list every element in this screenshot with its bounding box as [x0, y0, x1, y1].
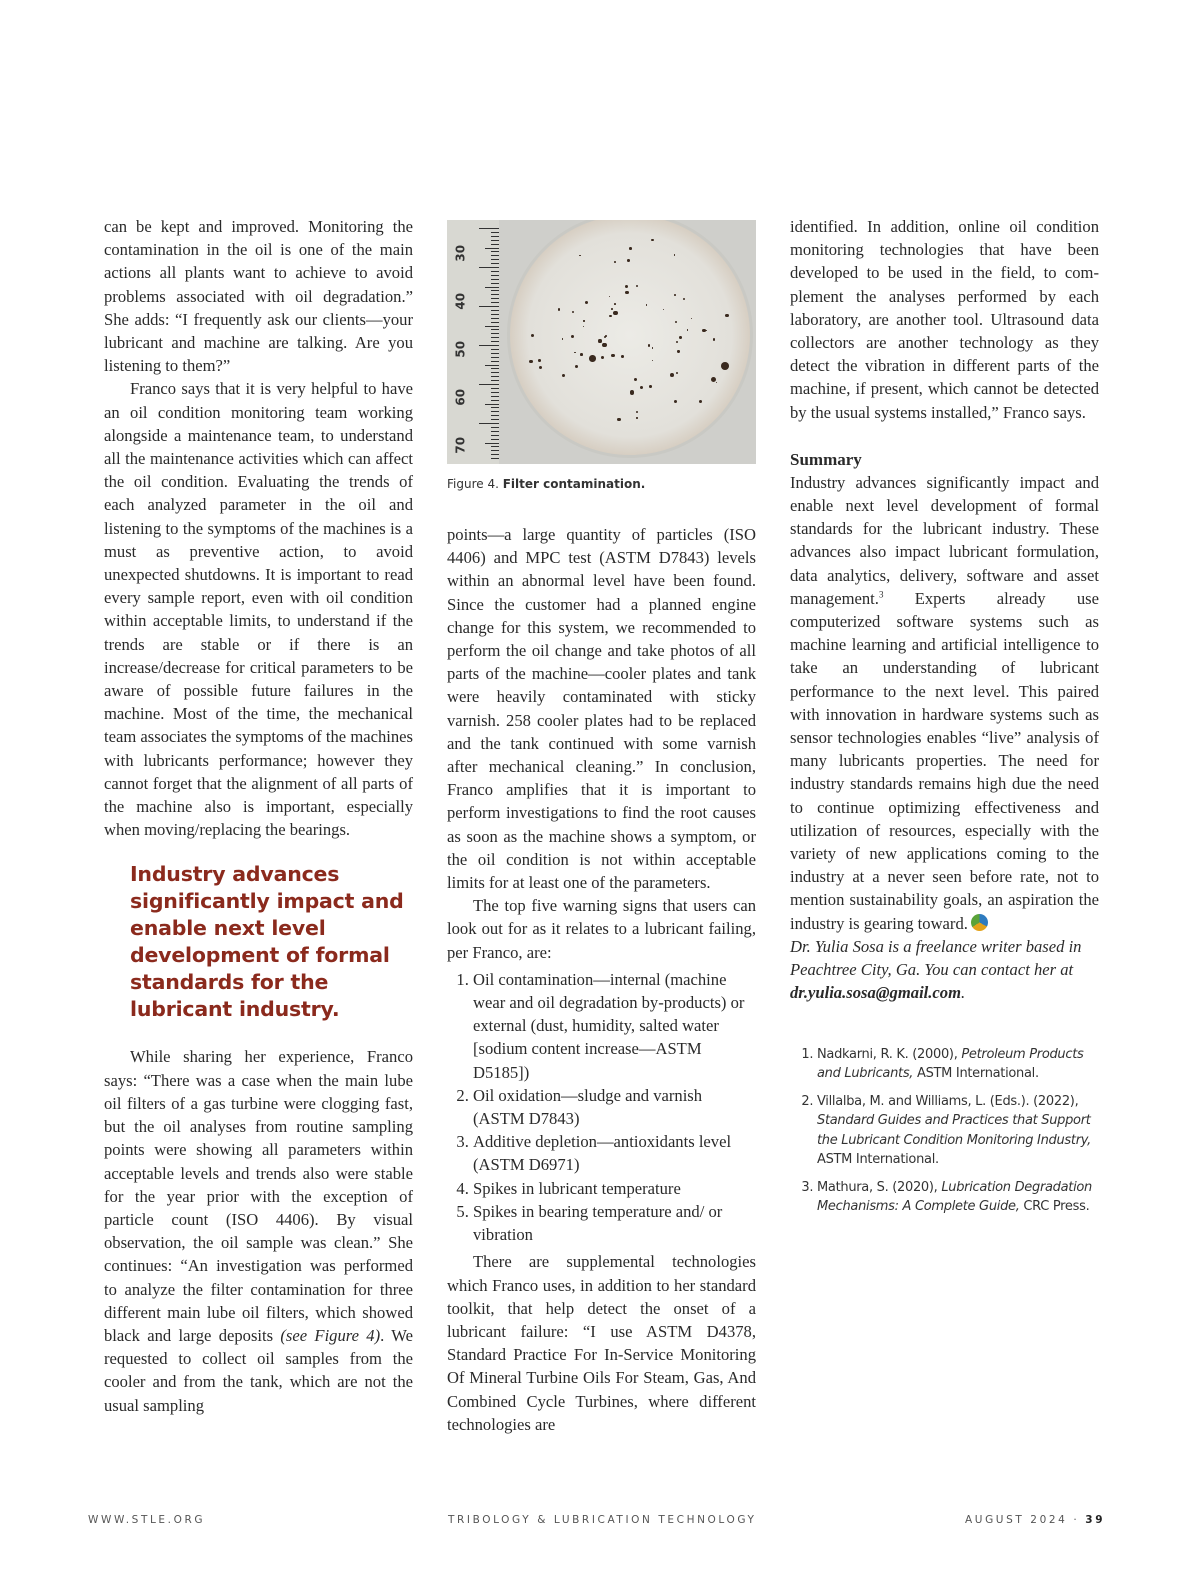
body-paragraph: identified. In addition, online oil condition monitoring technologies that have been developed to be used in the field, to complement the analyses performed by each laboratory, are another tool. Ultrasound data collectors are another technology as they detect the vibration in different parts of the machine, if present, which cannot be detected by the usual systems installed,” Franco says. [790, 217, 1099, 422]
ruler-tick [491, 400, 499, 401]
contamination-speck [575, 365, 578, 368]
ruler-tick [491, 275, 499, 276]
ruler-tick [491, 294, 499, 295]
ruler-tick [491, 368, 499, 369]
contamination-speck [674, 400, 677, 403]
ruler-tick [491, 376, 499, 377]
contamination-speck [625, 285, 629, 289]
contamination-speck [603, 343, 607, 347]
ruler-tick [491, 431, 499, 432]
list-item: 1. Oil contamination—internal (machine wear and oil degradation by-products) or external (dust, humidity, salted water [sodium content increase—ASTM D5185]) [473, 968, 756, 1084]
contamination-speck [691, 318, 692, 319]
ruler-tick [491, 427, 499, 428]
contamination-speck [636, 411, 638, 413]
figure-caption: Figure 4. Filter contamination. [447, 477, 646, 491]
pull-quote: Industry advances significantly impact and enable next level development of formal standards for the lubricant industry. [130, 862, 404, 1022]
ruler-number: 50 [453, 340, 468, 358]
ruler-tick [491, 415, 499, 416]
column-3 [790, 215, 1099, 1225]
ruler-tick [491, 458, 499, 459]
contamination-speck [640, 386, 643, 389]
ruler-tick [491, 450, 499, 451]
petri-dish [507, 220, 753, 458]
body-paragraph: Franco says that it is very helpful to have an oil condition monitoring team working alongside a maintenance team, to understand all the maintenance activities which can affect the oil condition. Evaluating the trends of each analyzed parameter in the oil and listening to the symptoms of the machines is a must as preventive action, to avoid unexpected shutdowns. It is important to read every sample report, even with oil condition within acceptable limits, to understand if the trends are stable or if there is an increase/decrease for critical parameters to be aware of possible future failures in the machine. Most of the time, the mechanical team associates the symptoms of the machines with lubricants performance; however they cannot forget that the alignment of all parts of the machine also is important, especially when moving/replacing the bearings. [104, 379, 413, 840]
ruler-tick [491, 407, 499, 408]
page-number: 39 [1085, 1514, 1106, 1526]
footer-issue: AUGUST 2024 · 39 [965, 1514, 1106, 1526]
contamination-speck [625, 291, 629, 295]
author-email-link[interactable]: dr.yulia.sosa@gmail.com [790, 983, 962, 1003]
ruler-tick [485, 443, 499, 444]
ruler-tick [491, 388, 499, 389]
contamination-speck [583, 320, 584, 321]
ruler-tick [491, 236, 499, 237]
ruler-tick [479, 345, 499, 346]
ruler-number: 40 [453, 292, 468, 310]
contamination-speck [621, 355, 624, 358]
ruler-tick [491, 302, 499, 303]
ruler-tick [485, 326, 499, 327]
contamination-speck [558, 308, 560, 310]
contamination-speck [716, 382, 718, 384]
contamination-speck [598, 339, 601, 342]
contamination-speck [648, 344, 651, 347]
contamination-speck [679, 336, 682, 339]
contamination-speck [674, 254, 675, 255]
contamination-speck [585, 301, 588, 304]
contamination-speck [579, 255, 581, 257]
contamination-speck [646, 304, 647, 305]
ruler-tick [491, 361, 499, 362]
contamination-speck [683, 298, 685, 300]
contamination-speck [705, 330, 706, 331]
footer-website: WWW.STLE.ORG [88, 1514, 206, 1526]
body-paragraph: can be kept and improved. Monitoring the contamination in the oil is one of the main actions all plants want to achieve to avoid problems associated with oil degradation.” She adds: “I frequently ask our clients—your lubricant and machine are talking. Are you listening to them?” [104, 217, 413, 376]
list-item: 5. Spikes in bearing temperature and/ or vibration [473, 1200, 756, 1246]
ruler-tick [491, 298, 499, 299]
ruler-tick [491, 251, 499, 252]
ruler-tick [491, 279, 499, 280]
ruler-tick [491, 439, 499, 440]
contamination-speck [629, 247, 632, 250]
ruler-number: 30 [453, 244, 468, 262]
ruler-tick [479, 267, 499, 268]
ruler-tick [491, 333, 499, 334]
contamination-speck [562, 374, 565, 377]
ruler [447, 220, 499, 464]
ruler-tick [491, 392, 499, 393]
ruler-tick [491, 310, 499, 311]
contamination-speck [609, 315, 611, 317]
ruler-tick [491, 240, 499, 241]
body-paragraph: While sharing her experience, Franco says: “There was a case when the main lube oil filters of a gas turbine were clogging fast, but the oil analyses from routine sampling points were showing all parameters within acceptable levels and trends also were stable for the year prior with the exception of particle count (ISO 4406). By visual observation, the oil sample was clean.” She continues: “An investigation was performed to analyze the filter contamination for three different main lube oil filters, which showed black and large deposits (see Figure 4). We requested to collect oil samples from the cooler and from the tank, which are not the usual sampling [104, 1047, 413, 1415]
ruler-tick [491, 372, 499, 373]
contamination-speck [651, 239, 654, 242]
contamination-speck [617, 418, 621, 422]
ruler-tick [491, 454, 499, 455]
contamination-speck [674, 294, 676, 296]
ruler-tick [491, 337, 499, 338]
ruler-tick [491, 357, 499, 358]
contamination-speck [652, 360, 653, 361]
contamination-speck [675, 321, 677, 323]
contamination-speck [604, 336, 606, 338]
contamination-speck [539, 366, 542, 369]
contamination-speck [613, 311, 617, 315]
ruler-tick [479, 384, 499, 385]
body-paragraph: There are supplemental technologies which Franco uses, in addition to her standard toolkit, that help detect the onset of a lubricant failure: “I use ASTM D4378, Standard Practice For In-Service Monitoring Of Mineral Turbine Oils For Steam, Gas, And Combined Cycle Turbines, where different technologies are [447, 1252, 756, 1434]
contamination-speck [609, 296, 611, 298]
reference-item: 3. Mathura, S. (2020), Lubrication Degradation Mechanisms: A Complete Guide, CRC Press. [817, 1178, 1099, 1217]
ruler-tick [491, 329, 499, 330]
contamination-speck [531, 334, 534, 337]
contamination-speck [636, 417, 637, 418]
ruler-tick [485, 365, 499, 366]
section-heading: Summary [790, 449, 862, 469]
contamination-speck [721, 362, 729, 370]
contamination-speck [699, 400, 702, 403]
author-bio: Dr. Yulia Sosa is a freelance writer based in Peachtree City, Ga. You can contact her at dr.yulia.sosa@gmail.com. [790, 936, 1082, 1003]
ruler-tick [491, 290, 499, 291]
ruler-tick [491, 322, 499, 323]
ruler-number: 60 [453, 388, 468, 406]
ruler-tick [485, 287, 499, 288]
column-2 [447, 215, 756, 1436]
ruler-tick [485, 404, 499, 405]
contamination-speck [614, 303, 616, 305]
list-item: 2. Oil oxidation—sludge and varnish (ASTM D7843) [473, 1084, 756, 1130]
contamination-speck [614, 261, 616, 263]
ruler-tick [491, 271, 499, 272]
contamination-speck [725, 314, 729, 318]
reference-item: 2. Villalba, M. and Williams, L. (Eds.). (2022), Standard Guides and Practices that Support the Lubricant Condition Monitoring Industry, ASTM International. [817, 1092, 1099, 1170]
references-list [790, 1045, 1099, 1217]
figure-reference: (see Figure 4) [280, 1325, 381, 1345]
ruler-tick [479, 423, 499, 424]
ruler-tick [491, 380, 499, 381]
contamination-speck [611, 354, 615, 358]
ruler-tick [491, 232, 499, 233]
contamination-speck [571, 335, 575, 339]
ruler-tick [491, 419, 499, 420]
body-paragraph: Industry advances significantly impact and enable next level development of formal standards for the lubricant industry. These advances also impact lubricant formulation, data analytics, delivery, software and asset management.$^3$ Experts already use computerized software systems such as machine learning and artificial intelligence to take an understanding of lubricant performance to the next level. This paired with innovation in hardware systems such as sensor technologies enables “live” analysis of many lubricants properties. The need for industry standards remains high due the need to continue optimizing effectiveness and utilization of resources, especially with the variety of new applications coming to the industry at a never seen before rate, not to mention sustainability goals, an aspiration the industry is gearing toward. [790, 472, 1099, 933]
contamination-speck [580, 353, 583, 356]
contamination-speck [611, 308, 613, 310]
contamination-speck [649, 385, 652, 388]
body-paragraph: The top five warning signs that users can look out for as it relates to a lubricant failing, per Franco, are: [447, 896, 756, 962]
ruler-tick [491, 396, 499, 397]
ruler-tick [491, 283, 499, 284]
list-item: 3. Additive depletion—antioxidants level (ASTM D6971) [473, 1130, 756, 1176]
contamination-speck [652, 347, 654, 349]
ruler-tick [491, 435, 499, 436]
ruler-tick [491, 255, 499, 256]
contamination-speck [713, 338, 715, 340]
ruler-tick [485, 248, 499, 249]
footer-publication: TRIBOLOGY & LUBRICATION TECHNOLOGY [448, 1514, 757, 1526]
contamination-speck [677, 350, 679, 352]
contamination-speck [627, 259, 630, 262]
ruler-tick [491, 341, 499, 342]
contamination-speck [634, 378, 637, 381]
contamination-speck [630, 390, 635, 395]
contamination-speck [562, 338, 564, 340]
ruler-tick [491, 411, 499, 412]
contamination-speck [572, 311, 574, 313]
ruler-tick [491, 263, 499, 264]
filter-contamination-photo [447, 220, 756, 464]
ruler-tick [491, 446, 499, 447]
ruler-tick [491, 259, 499, 260]
contamination-speck [687, 329, 689, 331]
contamination-speck [529, 360, 533, 364]
ruler-tick [491, 244, 499, 245]
contamination-speck [589, 355, 595, 361]
contamination-speck [636, 285, 638, 287]
contamination-speck [676, 372, 678, 374]
ruler-tick [491, 349, 499, 350]
contamination-speck [601, 356, 604, 359]
ruler-tick [479, 228, 499, 229]
list-item: 4. Spikes in lubricant temperature [473, 1177, 756, 1200]
stle-logo-icon [971, 914, 988, 931]
contamination-speck [574, 352, 576, 354]
contamination-speck [663, 309, 664, 310]
reference-item: 1. Nadkarni, R. K. (2000), Petroleum Products and Lubricants, ASTM International. [817, 1045, 1099, 1084]
ruler-tick [491, 353, 499, 354]
ruler-tick [479, 306, 499, 307]
body-paragraph: points—a large quantity of particles (ISO 4406) and MPC test (ASTM D7843) levels within an abnormal level have been found. Since the customer had a planned engine change for this system, we recommended to perform the oil change and take photos of all parts of the machine—cooler plates and tank were heavily contaminated with sticky varnish. 258 cooler plates had to be replaced and the tank continued with some varnish after mechanical cleaning.” In conclusion, Franco amplifies that it is important to perform investigations to find the root causes as soon as the machine shows a symptom, or the oil condition is not within acceptable limits for at least one of the parameters. [447, 525, 756, 893]
contamination-speck [670, 373, 674, 377]
column-1 [104, 215, 413, 1417]
contamination-speck [538, 359, 541, 362]
contamination-speck [583, 326, 584, 327]
warning-signs-list [447, 968, 756, 1246]
ruler-number: 70 [453, 436, 468, 454]
contamination-speck [676, 341, 678, 343]
ruler-tick [491, 318, 499, 319]
ruler-tick [491, 314, 499, 315]
